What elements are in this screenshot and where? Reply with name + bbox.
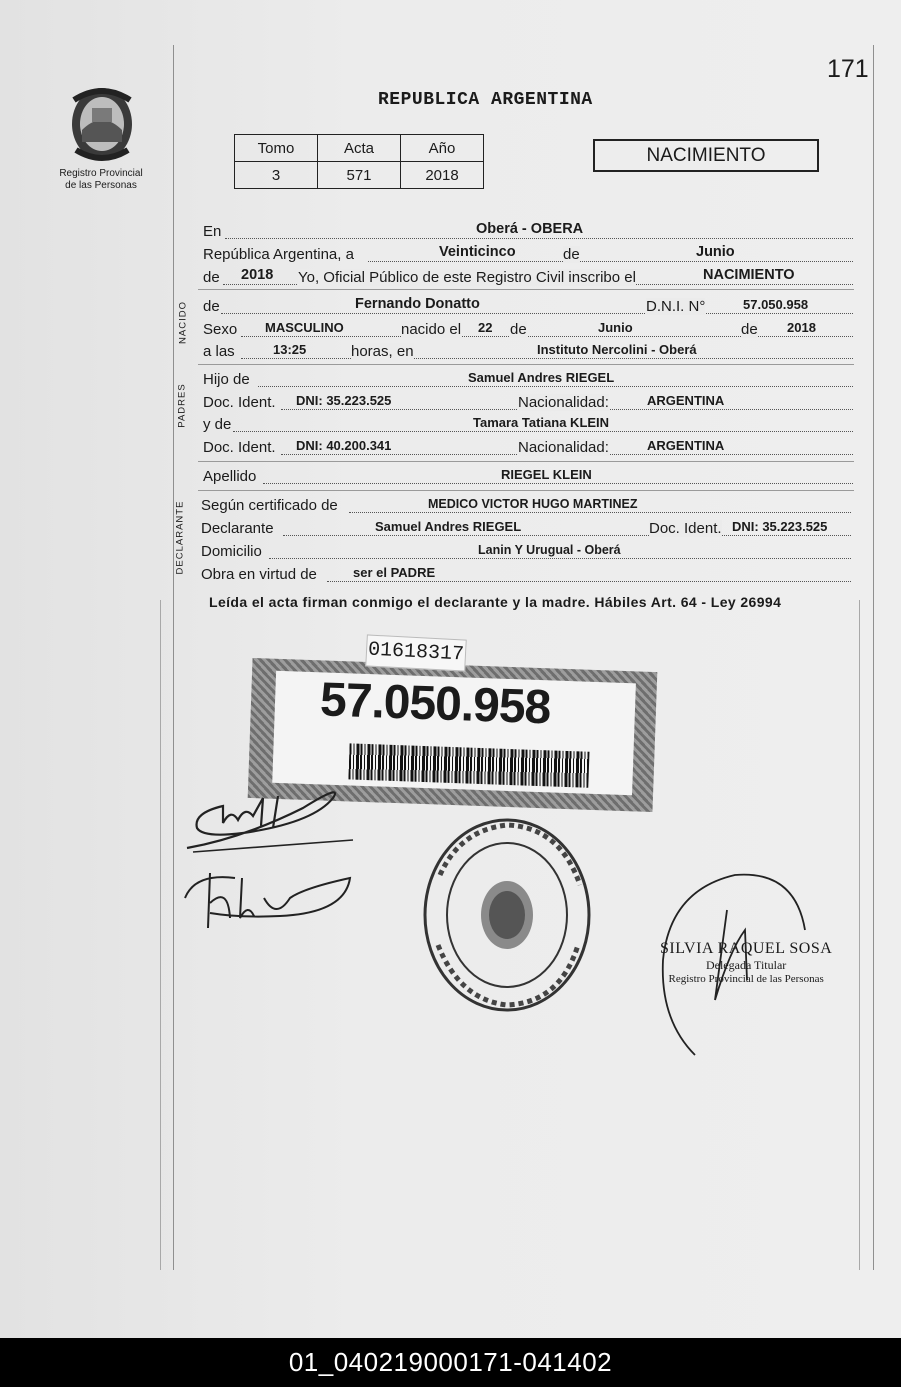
mother-signature (180, 858, 360, 938)
value-mother-nationality: ARGENTINA (647, 438, 725, 453)
section-label-declarante: DECLARANTE (174, 500, 186, 575)
row-mother (203, 413, 853, 435)
right-inner-line (859, 600, 860, 1270)
left-outer-line (160, 600, 161, 1270)
label-nacionalidad: Nacionalidad: (518, 394, 609, 411)
declarant-signature (183, 778, 363, 858)
document-title: REPUBLICA ARGENTINA (378, 90, 593, 110)
label-republica: República Argentina, a (203, 246, 354, 263)
label-a-las: a las (203, 343, 235, 360)
value-child-dni: 57.050.958 (743, 297, 809, 312)
table-header-anio: Año (401, 135, 484, 162)
label-de: de (563, 246, 580, 263)
table-value-anio: 2018 (401, 162, 484, 189)
value-address: Lanin Y Urugual - Oberá (478, 543, 621, 557)
value-surname: RIEGEL KLEIN (501, 467, 592, 482)
row-hora (203, 340, 853, 362)
row-father-doc (203, 391, 853, 413)
value-certificate-issuer: MEDICO VICTOR HUGO MARTINEZ (428, 497, 638, 511)
value-declarant-name: Samuel Andres RIEGEL (375, 519, 522, 534)
label-segun-certificado: Según certificado de (201, 497, 338, 514)
value-day-words: Veinticinco (439, 244, 516, 260)
label-de3: de (741, 321, 758, 338)
row-nacido-name (203, 295, 853, 317)
label-sexo: Sexo (203, 321, 238, 338)
row-en (203, 220, 853, 242)
label-y-de: y de (203, 416, 232, 433)
section-divider (198, 461, 854, 462)
table-value-acta: 571 (318, 162, 401, 189)
section-divider (198, 490, 854, 491)
value-sexo: MASCULINO (265, 320, 344, 335)
label-de: de (203, 298, 220, 315)
registry-seal-stamp (420, 815, 595, 1015)
row-apellido (203, 465, 853, 487)
row-date (203, 243, 853, 265)
logo-caption-line2: de las Personas (65, 180, 137, 191)
page-number: 171 (827, 55, 869, 83)
row-declarante (201, 517, 851, 539)
value-father-doc: DNI: 35.223.525 (296, 393, 392, 408)
id-label-number: 57.050.958 (319, 673, 552, 735)
section-label-nacido: NACIDO (177, 301, 189, 344)
logo-caption (40, 168, 162, 192)
row-certificado (201, 494, 851, 516)
value-declarant-doc: DNI: 35.223.525 (732, 519, 828, 534)
row-oficial (203, 266, 853, 288)
right-margin-line (873, 45, 874, 1270)
label-doc-ident: Doc. Ident. (649, 520, 722, 537)
value-birth-place: Instituto Nercolini - Oberá (537, 342, 697, 357)
value-child-name: Fernando Donatto (355, 296, 480, 312)
label-declarante: Declarante (201, 520, 274, 537)
label-doc-ident: Doc. Ident. (203, 394, 276, 411)
section-label-padres: PADRES (176, 383, 188, 428)
label-de2: de (203, 269, 220, 286)
registry-table (234, 134, 484, 189)
value-mother-doc: DNI: 40.200.341 (296, 438, 392, 453)
label-de2: de (510, 321, 527, 338)
section-divider (198, 364, 854, 365)
value-year: 2018 (241, 267, 274, 283)
official-organization: Registro Provincial de las Personas (668, 973, 824, 985)
row-mother-doc (203, 436, 853, 458)
value-father-name: Samuel Andres RIEGEL (468, 370, 615, 385)
closing-note: Leída el acta firman conmigo el declarante y la madre. Hábiles Art. 64 - Ley 26994 (209, 594, 782, 610)
label-domicilio: Domicilio (201, 543, 262, 560)
value-birth-month: Junio (598, 320, 633, 335)
value-relationship: ser el PADRE (353, 565, 436, 580)
province-coat-of-arms-logo (62, 80, 142, 165)
label-horas-en: horas, en (351, 343, 414, 360)
footer-document-id: 01_040219000171-041402 (288, 1347, 613, 1377)
official-block (660, 940, 832, 985)
value-inscribe-type: NACIMIENTO (703, 267, 795, 283)
value-birth-day: 22 (478, 320, 493, 335)
table-value-tomo: 3 (235, 162, 318, 189)
value-place: Oberá - OBERA (476, 221, 584, 237)
serial-sticker: 01618317 (365, 634, 467, 671)
row-domicilio (201, 540, 851, 562)
label-doc-ident: Doc. Ident. (203, 439, 276, 456)
label-nacionalidad: Nacionalidad: (518, 439, 609, 456)
official-role: Delegada Titular (705, 958, 787, 972)
value-birth-year: 2018 (787, 320, 816, 335)
left-margin-line (173, 45, 174, 1270)
id-label-inner (272, 671, 636, 795)
barcode (348, 743, 589, 787)
label-oficial: Yo, Oficial Público de este Registro Civil inscribo el (298, 269, 636, 286)
table-header-acta: Acta (318, 135, 401, 162)
label-obra-en-virtud: Obra en virtud de (201, 566, 317, 583)
value-month: Junio (696, 244, 735, 260)
label-en: En (203, 223, 222, 240)
label-nacido-el: nacido el (401, 321, 462, 338)
row-sexo (203, 318, 853, 340)
value-birth-time: 13:25 (273, 342, 307, 357)
footer-bar (0, 1338, 901, 1387)
row-father (203, 368, 853, 390)
row-virtud (201, 563, 851, 585)
label-apellido: Apellido (203, 468, 257, 485)
label-hijo-de: Hijo de (203, 371, 250, 388)
section-divider (198, 289, 854, 290)
record-type-box: NACIMIENTO (593, 139, 819, 172)
table-header-tomo: Tomo (235, 135, 318, 162)
official-name: SILVIA RAQUEL SOSA (660, 940, 833, 957)
label-dni: D.N.I. N° (646, 298, 706, 315)
logo-caption-line1: Registro Provincial (59, 168, 143, 179)
value-father-nationality: ARGENTINA (647, 393, 725, 408)
value-mother-name: Tamara Tatiana KLEIN (473, 415, 610, 430)
